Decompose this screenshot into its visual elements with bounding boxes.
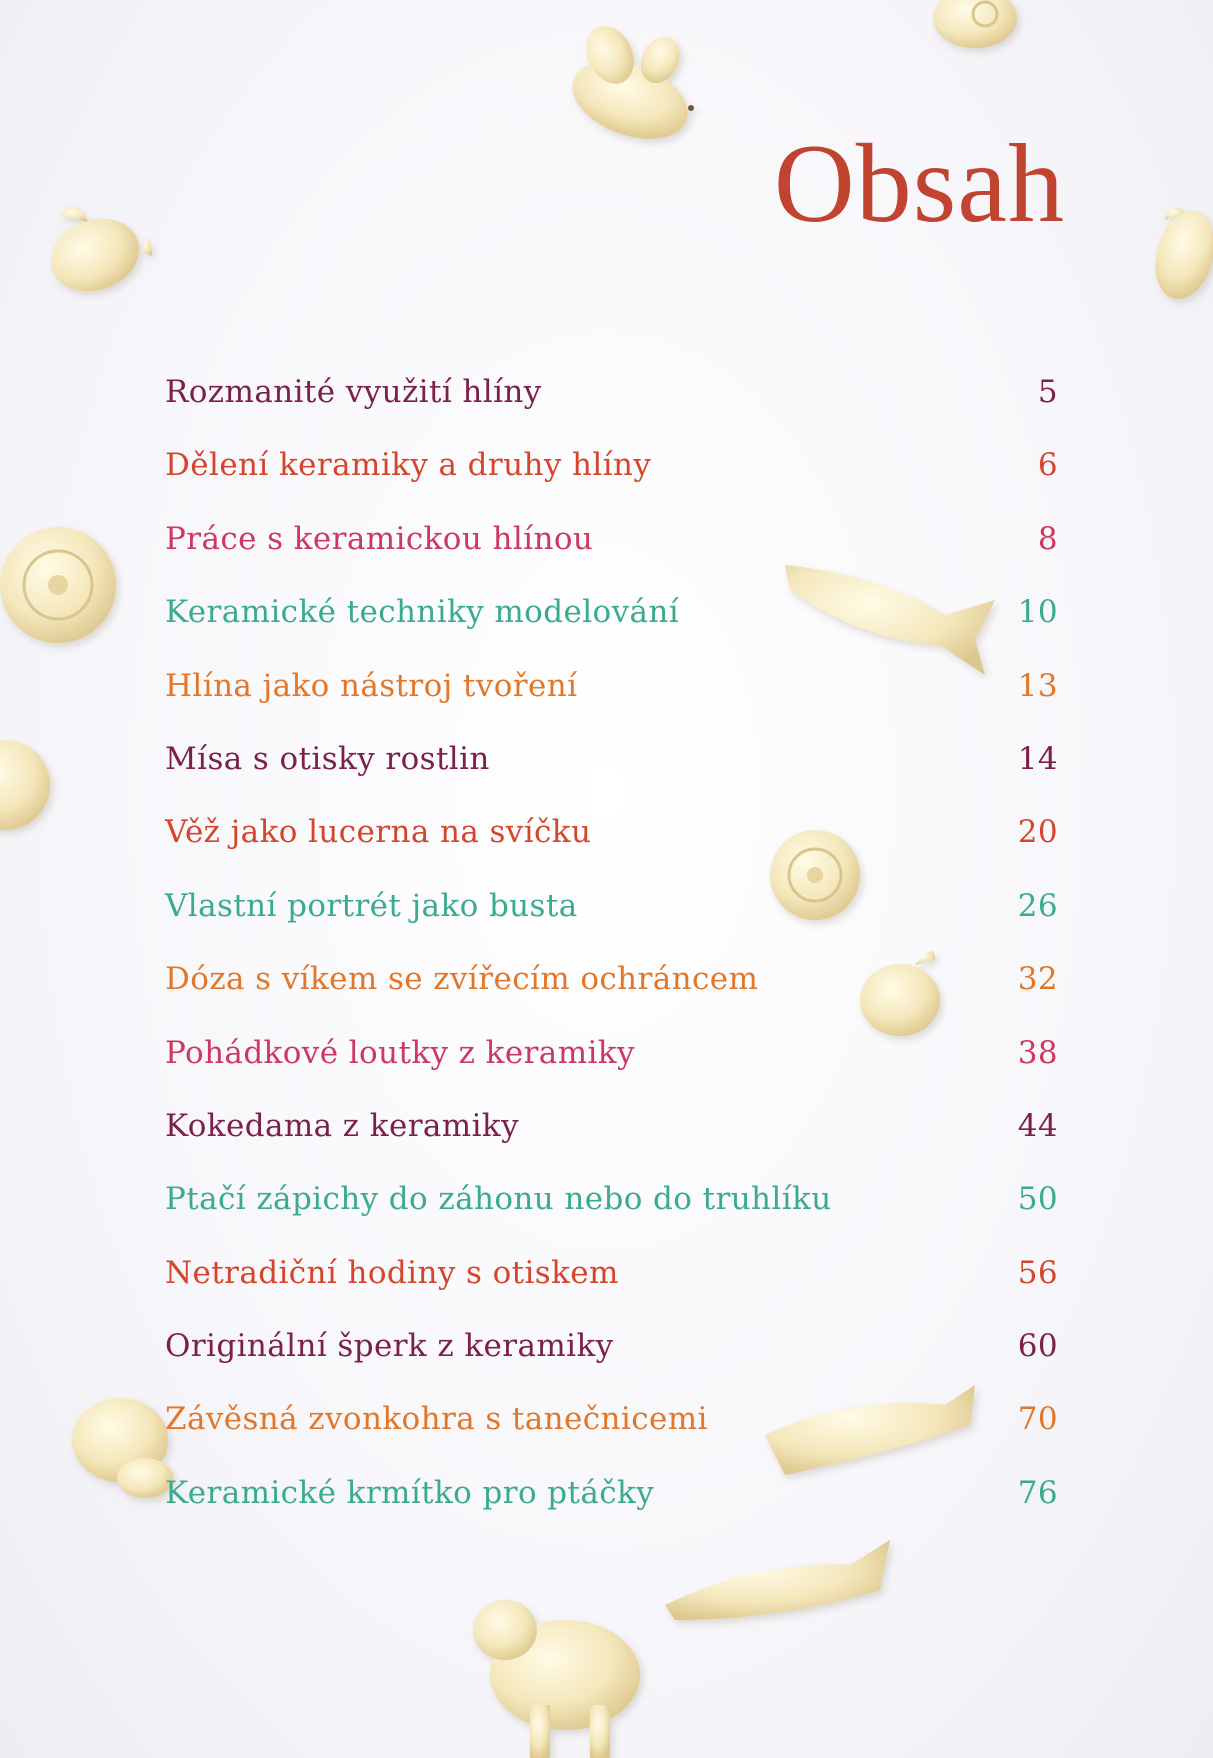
toc-entry [165, 959, 1060, 1032]
toc-entry-page-number: 8 [1037, 520, 1058, 557]
toc-entry-page-number: 20 [1017, 814, 1058, 851]
clay-bird-icon [41, 206, 152, 303]
toc-entry-title: Věž jako lucerna na svíčku [165, 814, 592, 851]
toc-entry-title: Rozmanité využití hlíny [165, 374, 542, 410]
toc-entry-title: Hlína jako nástroj tvoření [165, 667, 578, 704]
clay-snail-icon [933, 0, 1017, 48]
toc-entry-page-number: 56 [1017, 1254, 1058, 1291]
toc-entry [165, 812, 1060, 885]
toc-entry-title: Závěsná zvonkohra s tanečnicemi [165, 1401, 708, 1438]
toc-entry-title: Netradiční hodiny s otiskem [165, 1254, 619, 1291]
toc-entry-title: Originální šperk z keramiky [165, 1328, 614, 1365]
toc-entry-title: Kokedama z keramiky [165, 1107, 520, 1144]
page-title: Obsah [773, 122, 1065, 246]
toc-entry [165, 739, 1060, 812]
toc-entry-page-number: 44 [1017, 1107, 1058, 1144]
clay-fish-icon [665, 1540, 890, 1620]
toc-entry-page-number: 26 [1017, 887, 1058, 924]
toc-entry-page-number: 10 [1017, 594, 1058, 631]
clay-bee-icon [562, 19, 699, 154]
clay-bird-icon [1146, 204, 1213, 305]
toc-entry-title: Mísa s otisky rostlin [165, 740, 490, 777]
clay-sheep-icon [473, 1600, 640, 1758]
toc-entry-title: Dóza s víkem se zvířecím ochráncem [165, 961, 759, 998]
toc-entry-title: Ptačí zápichy do záhonu nebo do truhlíku [165, 1181, 832, 1218]
toc-entry [165, 1326, 1060, 1399]
toc-entry-page-number: 76 [1017, 1474, 1058, 1511]
clay-lamb-icon [72, 1398, 173, 1498]
toc-entry-title: Keramické techniky modelování [165, 594, 680, 631]
toc-entry-page-number: 50 [1017, 1181, 1058, 1218]
toc-entry [165, 1473, 1060, 1546]
clay-flower-medallion-icon [0, 527, 116, 643]
toc-entry-page-number: 70 [1017, 1401, 1058, 1438]
toc-entry-page-number: 14 [1017, 740, 1058, 777]
toc-entry [165, 1106, 1060, 1179]
toc-entry-title: Keramické krmítko pro ptáčky [165, 1474, 655, 1511]
toc-entry [165, 1253, 1060, 1326]
toc-entry-title: Dělení keramiky a druhy hlíny [165, 447, 652, 484]
toc-entry [165, 372, 1060, 445]
toc-entry [165, 1179, 1060, 1252]
toc-entry-page-number: 13 [1017, 667, 1058, 704]
toc-entry-title: Vlastní portrét jako busta [165, 887, 578, 924]
toc-entry-page-number: 38 [1017, 1034, 1058, 1071]
toc-entry [165, 1033, 1060, 1106]
toc-entry-page-number: 32 [1017, 961, 1058, 998]
clay-medallion-icon [0, 740, 50, 830]
toc-entry [165, 666, 1060, 739]
toc-entry [165, 592, 1060, 665]
toc-entry-page-number: 5 [1037, 374, 1058, 410]
toc-entry-title: Pohádkové loutky z keramiky [165, 1034, 635, 1071]
toc-entry-page-number: 60 [1017, 1328, 1058, 1365]
toc-entry-title: Práce s keramickou hlínou [165, 520, 594, 557]
toc-entry-page-number: 6 [1037, 447, 1058, 484]
table-of-contents [165, 372, 1060, 1546]
toc-entry [165, 886, 1060, 959]
toc-entry [165, 1399, 1060, 1472]
toc-entry [165, 519, 1060, 592]
toc-entry [165, 445, 1060, 518]
